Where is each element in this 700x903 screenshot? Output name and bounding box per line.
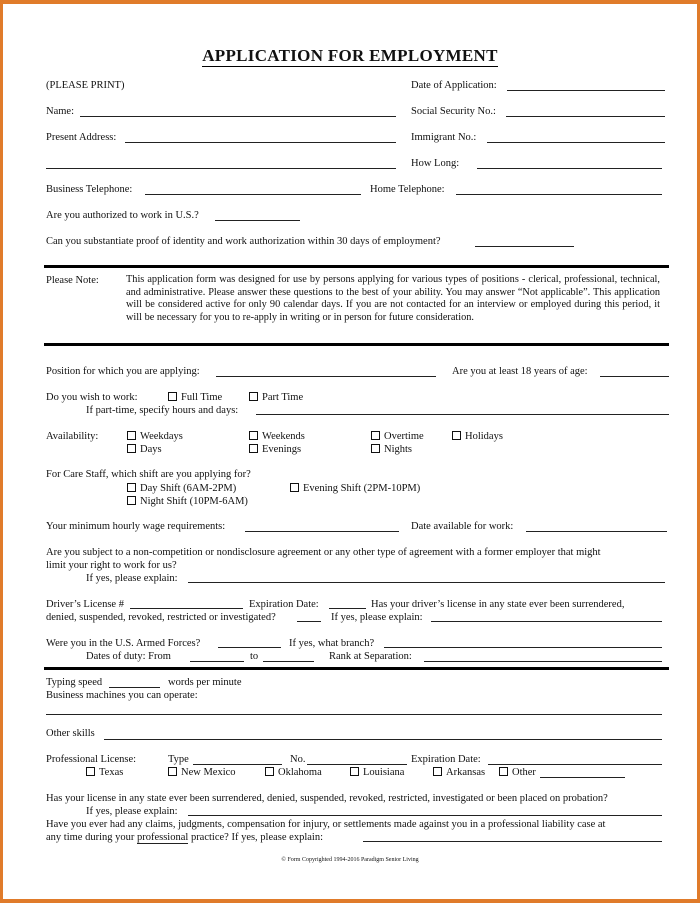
noncompete-text-2: limit your right to work for us? <box>46 560 177 571</box>
date-of-application-label: Date of Application: <box>411 80 497 91</box>
weekends-checkbox[interactable] <box>249 431 258 440</box>
license-expiration-field[interactable] <box>488 764 662 765</box>
claims-text-1: Have you ever had any claims, judgments, compensation for injury, or settlements made against you in a professional liability case at <box>46 819 606 830</box>
skills-top-rule <box>44 667 669 670</box>
evening-shift-option[interactable] <box>290 483 420 495</box>
license-explain-label: If yes, please explain: <box>86 806 178 817</box>
other-state-label: Other <box>512 767 536 778</box>
other-skills-label: Other skills <box>46 728 95 739</box>
night-shift-option[interactable] <box>127 496 248 508</box>
date-of-application-field[interactable] <box>507 90 665 91</box>
license-type-field[interactable] <box>193 764 282 765</box>
oklahoma-option[interactable] <box>265 767 322 779</box>
dl-surrendered-field[interactable] <box>297 621 321 622</box>
typing-speed-field[interactable] <box>109 687 160 688</box>
ssn-label: Social Security No.: <box>411 106 496 117</box>
claims-text-2 <box>46 832 323 844</box>
address-line-2-field[interactable] <box>46 168 396 169</box>
part-time-hours-field[interactable] <box>256 414 669 415</box>
position-field[interactable] <box>216 376 436 377</box>
license-surrendered-text: Has your license in any state ever been surrendered, denied, suspended, revoked, restricted, investigated or been placed on probation? <box>46 793 608 804</box>
armed-forces-field[interactable] <box>218 647 281 648</box>
evenings-label: Evenings <box>262 444 302 455</box>
care-staff-label: For Care Staff, which shift are you applying for? <box>46 469 251 480</box>
dl-expiration-field[interactable] <box>329 608 366 609</box>
immigrant-no-label: Immigrant No.: <box>411 132 477 143</box>
noncompete-explain-field[interactable] <box>188 582 665 583</box>
oklahoma-checkbox[interactable] <box>265 767 274 776</box>
home-tel-label: Home Telephone: <box>370 184 445 195</box>
duty-from-field[interactable] <box>190 661 244 662</box>
name-field[interactable] <box>80 116 396 117</box>
arkansas-checkbox[interactable] <box>433 767 442 776</box>
nights-label: Nights <box>384 444 413 455</box>
new-mexico-label: New Mexico <box>181 767 236 778</box>
noncompete-explain-label: If yes, please explain: <box>86 573 178 584</box>
louisiana-label: Louisiana <box>363 767 405 778</box>
proof-field[interactable] <box>475 246 574 247</box>
weekends-label: Weekends <box>262 431 305 442</box>
texas-checkbox[interactable] <box>86 767 95 776</box>
night-shift-checkbox[interactable] <box>127 496 136 505</box>
evening-shift-label: Evening Shift (2PM-10PM) <box>303 483 421 494</box>
full-time-option[interactable] <box>168 392 222 404</box>
armed-forces-label: Were you in the U.S. Armed Forces? <box>46 638 201 649</box>
full-time-label: Full Time <box>181 392 223 403</box>
texas-label: Texas <box>99 767 124 778</box>
night-shift-label: Night Shift (10PM-6AM) <box>140 496 248 507</box>
other-state-option[interactable] <box>499 767 536 779</box>
business-tel-label: Business Telephone: <box>46 184 133 195</box>
claims-text-2b: professional <box>136 832 189 843</box>
other-state-checkbox[interactable] <box>499 767 508 776</box>
texas-option[interactable] <box>86 767 123 779</box>
date-available-label: Date available for work: <box>411 521 514 532</box>
full-time-checkbox[interactable] <box>168 392 177 401</box>
weekends-option[interactable] <box>249 431 305 443</box>
license-explain-field[interactable] <box>188 815 662 816</box>
arkansas-option[interactable] <box>433 767 485 779</box>
how-long-label: How Long: <box>411 158 460 169</box>
typing-speed-label: Typing speed <box>46 677 103 688</box>
days-label: Days <box>140 444 162 455</box>
prof-license-label: Professional License: <box>46 754 137 765</box>
business-tel-field[interactable] <box>145 194 361 195</box>
holidays-option[interactable] <box>452 431 503 443</box>
days-option[interactable] <box>127 444 162 456</box>
rank-field[interactable] <box>424 661 662 662</box>
evening-shift-checkbox[interactable] <box>290 483 299 492</box>
claims-text-2c: practice? If yes, please explain: <box>190 832 323 843</box>
claims-text-2a: any time during your <box>46 832 135 843</box>
part-time-option[interactable] <box>249 392 303 404</box>
weekdays-label: Weekdays <box>140 431 183 442</box>
frame-left <box>0 0 3 903</box>
availability-label: Availability: <box>46 431 99 442</box>
day-shift-checkbox[interactable] <box>127 483 136 492</box>
home-tel-field[interactable] <box>456 194 662 195</box>
business-machines-field[interactable] <box>46 714 662 715</box>
holidays-checkbox[interactable] <box>452 431 461 440</box>
other-state-field[interactable] <box>540 777 625 778</box>
day-shift-option[interactable] <box>127 483 236 495</box>
license-no-field[interactable] <box>307 764 407 765</box>
position-label: Position for which you are applying: <box>46 366 200 377</box>
wish-work-label: Do you wish to work: <box>46 392 138 403</box>
please-note-label: Please Note: <box>46 275 99 286</box>
dl-surrendered-text-1: Has your driver’s license in any state ever been surrendered, <box>371 599 625 610</box>
duty-to-field[interactable] <box>263 661 314 662</box>
ssn-field[interactable] <box>506 116 665 117</box>
copyright-footer: © Form Copyrighted 1994-2016 Paradigm Senior Living <box>281 857 419 863</box>
min-wage-label: Your minimum hourly wage requirements: <box>46 521 226 532</box>
noncompete-text-1: Are you subject to a non-competition or nondisclosure agreement or any other type of agreement with a former employer that might <box>46 547 601 558</box>
part-time-label: Part Time <box>262 392 304 403</box>
immigrant-no-field[interactable] <box>487 142 665 143</box>
overtime-option[interactable] <box>371 431 424 443</box>
dl-explain-field[interactable] <box>431 621 662 622</box>
frame-top <box>0 0 700 4</box>
dl-surrendered-text-2: denied, suspended, revoked, restricted or investigated? <box>46 612 276 623</box>
weekdays-option[interactable] <box>127 431 183 443</box>
frame-bottom <box>0 899 700 903</box>
rank-label: Rank at Separation: <box>329 651 412 662</box>
arkansas-label: Arkansas <box>446 767 486 778</box>
days-checkbox[interactable] <box>127 444 136 453</box>
present-address-label: Present Address: <box>46 132 117 143</box>
drivers-license-field[interactable] <box>130 608 243 609</box>
proof-label: Can you substantiate proof of identity and work authorization within 30 days of employment? <box>46 236 441 247</box>
how-long-field[interactable] <box>477 168 662 169</box>
overtime-checkbox[interactable] <box>371 431 380 440</box>
dl-explain-label: If yes, please explain: <box>331 612 423 623</box>
louisiana-option[interactable] <box>350 767 404 779</box>
date-available-field[interactable] <box>526 531 667 532</box>
oklahoma-label: Oklahoma <box>278 767 322 778</box>
wpm-label: words per minute <box>168 677 242 688</box>
dates-of-duty-label: Dates of duty: From <box>86 651 171 662</box>
nights-checkbox[interactable] <box>371 444 380 453</box>
nights-option[interactable] <box>371 444 412 456</box>
overtime-label: Overtime <box>384 431 424 442</box>
page-title: APPLICATION FOR EMPLOYMENT <box>202 46 498 65</box>
drivers-license-label: Driver’s License # <box>46 599 124 610</box>
dl-expiration-label: Expiration Date: <box>249 599 319 610</box>
authorized-field[interactable] <box>215 220 300 221</box>
note-text: This application form was designed for use by persons applying for various types of positions - clerical, professional, technical, and administrative. Please answer these questions to the best of your ability. You may answer “Not applicable”. This application will be considered active for only 90 calendar days. If you are not contacted for an interview or employed during this period, it will be necessary for you to re-apply in writing or in person for future consideration. <box>126 274 660 323</box>
license-expiration-label: Expiration Date: <box>411 754 481 765</box>
business-machines-label: Business machines you can operate: <box>46 690 198 701</box>
part-time-checkbox[interactable] <box>249 392 258 401</box>
new-mexico-checkbox[interactable] <box>168 767 177 776</box>
day-shift-label: Day Shift (6AM-2PM) <box>140 483 237 494</box>
name-label: Name: <box>46 106 74 117</box>
min-wage-field[interactable] <box>245 531 399 532</box>
duty-to-label: to <box>250 651 259 662</box>
please-print: (PLEASE PRINT) <box>46 80 125 91</box>
license-no-label: No. <box>290 754 306 765</box>
holidays-label: Holidays <box>465 431 503 442</box>
what-branch-label: If yes, what branch? <box>289 638 375 649</box>
weekdays-checkbox[interactable] <box>127 431 136 440</box>
age18-label: Are you at least 18 years of age: <box>452 366 588 377</box>
note-bottom-rule <box>44 343 669 346</box>
license-type-label: Type <box>168 754 189 765</box>
note-top-rule <box>44 265 669 268</box>
evenings-checkbox[interactable] <box>249 444 258 453</box>
other-skills-field[interactable] <box>104 739 662 740</box>
age18-field[interactable] <box>600 376 669 377</box>
authorized-label: Are you authorized to work in U.S.? <box>46 210 199 221</box>
present-address-field[interactable] <box>125 142 396 143</box>
claims-explain-field[interactable] <box>363 841 662 842</box>
new-mexico-option[interactable] <box>168 767 236 779</box>
louisiana-checkbox[interactable] <box>350 767 359 776</box>
if-part-time-label: If part-time, specify hours and days: <box>86 405 239 416</box>
branch-field[interactable] <box>384 647 662 648</box>
evenings-option[interactable] <box>249 444 301 456</box>
